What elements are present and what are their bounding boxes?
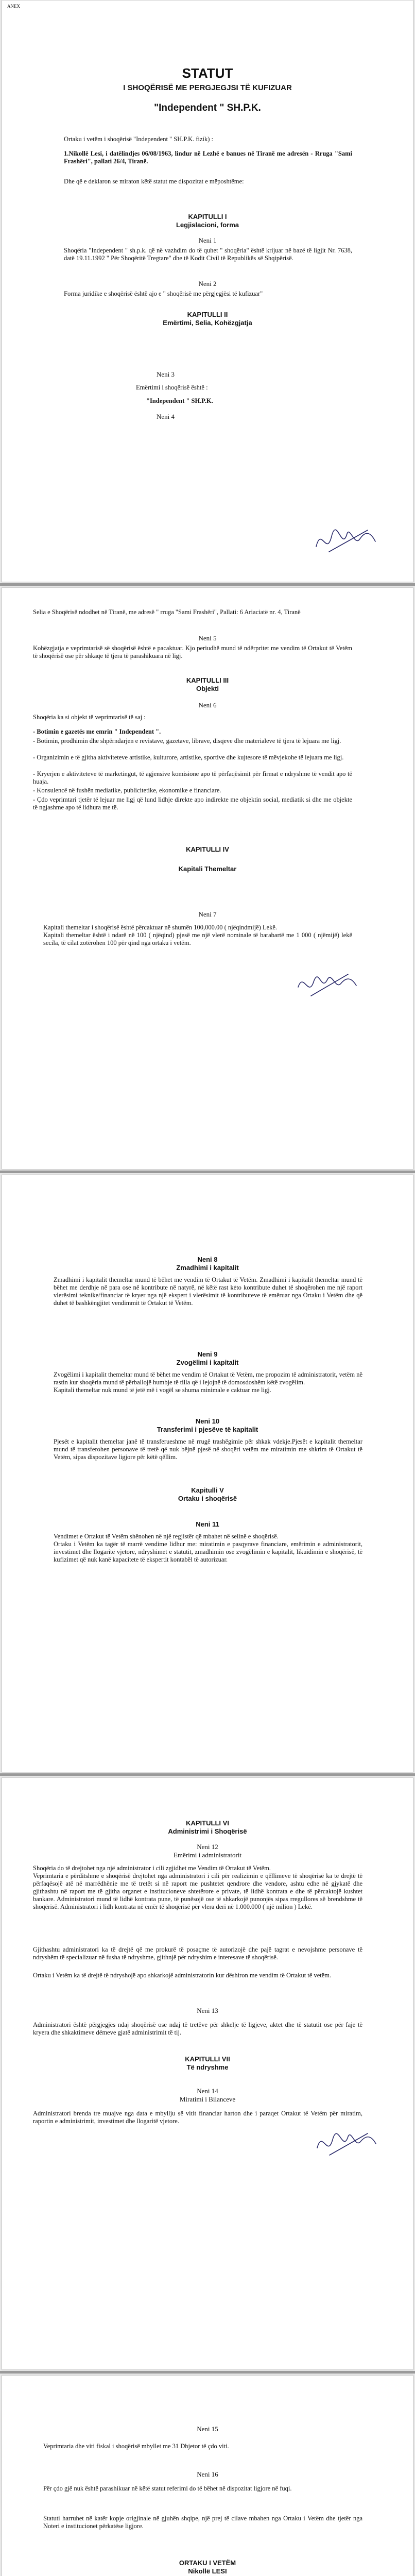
- signatory-name: Nikollë LESI: [188, 2567, 227, 2575]
- signatory-title: ORTAKU I VETËM: [179, 2559, 236, 2567]
- article-7-text: Kapitali themeltar i shoqërisë është përcaktuar në shumën 100,000.00 ( njëqindmijë) Lekë. Kapitali themeltar është i ndarë në 100 ( njëqind) pjesë me një vlerë nominale të barabartë me 1 000 ( njëmijë) lekë secila, të cilat zotërohen 100 për qind nga ortaku i vetëm.: [43, 924, 352, 946]
- article-3-heading: Neni 3: [157, 370, 175, 378]
- object-item: - Kryerjen e aktiviteteve të marketingut, të agjensive komisione apo të përfaqësimit për firmat e ndryshme të vendit apo të huaja.: [33, 770, 352, 785]
- object-item: - Organizimin e të gjitha aktiviteteve artistike, kulturore, artistike, sportive dhe kujtesore të mëvjekohe të lejuara me ligj.: [33, 754, 344, 761]
- chapter-1-heading: KAPITULLI I: [188, 213, 227, 221]
- object-item: - Konsulencë në fushën mediatike, publicitetike, ekonomike e financiare.: [33, 787, 221, 794]
- page-separator: [0, 1773, 415, 1776]
- document-title: STATUT: [182, 65, 233, 81]
- article-10-text: Pjesët e kapitalit themeltar janë të transferueshme në rrugë trashëgimie për shkak vdekje.Pjesët e kapitalit themeltar mund të transferohen personave të tretë që nuk bëjnë pjesë në shoqëri vetëm me miratimin me shkrim të Ortakut të Vetëm, sipas dispozitave ligjore për këtë qëllim.: [54, 1438, 362, 1461]
- chapter-3-title: Objekti: [196, 685, 219, 692]
- article-9-title: Zvogëlimi i kapitalit: [176, 1359, 239, 1366]
- article-8-heading: Neni 8: [197, 1256, 218, 1263]
- article-3-text: Emërtimi i shoqërisë është :: [136, 384, 208, 391]
- chapter-2-title: Emërtimi, Selia, Kohëzgjatja: [163, 319, 252, 327]
- chapter-7-title: Të ndryshme: [186, 2063, 229, 2071]
- article-12-text: Shoqëria do të drejtohet nga një administrator i cili zgjidhet me Vendim të Ortakut të Vetëm. Veprimtaria e përditshme e shoqërisë drejtohet nga administratori i cili për realizimin e qëllimeve të shoqërisë ka të drejtë të përfaqësojë atë në marrëdhënie me të tretët si në raport me pushtetet qendrore dhe vendore, ashtu edhe në gjykatë dhe gjithashtu në raport me të gjitha organet e institucioneve shtetërore e private, të lidhë kontrata e dhe të përcaktojë kushtet bankare. Administratori mund të lidhë kontrata pune, të punësojë ose të shkarkojë punonjës sipas rregullores së brendshme të shoqërisë. Administratori i lidh kontrata në emër të shoqërisë për vlera deri në 1.000.000 ( një milion ) Lekë.: [33, 1865, 362, 1910]
- article-12-title: Emërimi i administratorit: [173, 1851, 242, 1859]
- closing-text: Statuti harruhet në katër kopje origjinale në gjuhën shqipe, një prej të cilave mbahen nga Ortaku i Vetëm dhe tjetër nga Noteri e institucionet përkatëse ligjore.: [43, 2515, 362, 2530]
- article-16-text: Për çdo gjë nuk është parashikuar në këtë statut referimi do të bëhet në dispozitat ligjore në fuqi.: [43, 2485, 292, 2492]
- article-1-heading: Neni 1: [198, 236, 217, 244]
- chapter-4-title: Kapitali Themeltar: [178, 865, 237, 873]
- object-item: - Çdo veprimtari tjetër të lejuar me ligj që lund lidhje direkte apo indirekte me objektin social, mediatik si dhe me objekte të ngjashme apo të lidhura me të.: [33, 796, 352, 811]
- agreement-text: Dhe që e deklaron se miraton këtë statut me dispozitat e mëposhtëme:: [64, 178, 244, 185]
- article-16-heading: Neni 16: [197, 2470, 218, 2478]
- article-15-heading: Neni 15: [197, 2425, 218, 2433]
- document-page-3: [2, 1175, 413, 1772]
- corner-note: ANEX: [7, 4, 20, 9]
- chapter-6-heading: KAPITULLI VI: [186, 1819, 229, 1827]
- article-3-name: "Independent " SH.P.K.: [146, 397, 213, 404]
- article-8-title: Zmadhimi i kapitalit: [176, 1264, 239, 1272]
- article-13-heading: Neni 13: [197, 2007, 218, 2014]
- article-14-title: Miratimi i Bilanceve: [179, 2095, 236, 2103]
- page-separator: [0, 583, 415, 586]
- chapter-7-heading: KAPITULLI VII: [185, 2055, 230, 2063]
- article-1-text: Shoqëria "Independent " sh.p.k. që në vazhdim do të quhet " shoqëria" është krijuar në bazë të ligjit Nr. 7638, datë 19.11.1992 " Për Shoqëritë Tregtare" dhe të Kodit Civil të Republikës së Shqipërisë.: [64, 247, 352, 262]
- signature-2: [290, 959, 362, 1005]
- article-14-heading: Neni 14: [197, 2087, 218, 2095]
- chapter-3-heading: KAPITULLI III: [186, 676, 229, 684]
- article-11-heading: Neni 11: [196, 1520, 219, 1528]
- article-5-heading: Neni 5: [198, 634, 217, 642]
- article-10-heading: Neni 10: [195, 1417, 220, 1425]
- signature-1: [311, 516, 383, 562]
- document-subtitle: I SHOQËRISË ME PERGJEGJSI TË KUFIZUAR: [123, 83, 292, 92]
- object-item: - Botimin e gazetës me emrin " Independent ".: [33, 728, 161, 735]
- company-name: "Independent " SH.P.K.: [154, 103, 261, 113]
- article-12-text-2: Gjithashtu administratori ka të drejtë që me prokurë të posaçme të autorizojë dhe pajë tagrat e nevojshme personave të ndryshëm të specializuar në fusha të ndryshme, gjithnjë për ndryshim e interesave të shoqërisë.: [33, 1946, 362, 1961]
- intro-text: Ortaku i vetëm i shoqërisë "Independent " SH.P.K. fizik) :: [64, 135, 214, 143]
- article-8-text: Zmadhimi i kapitalit themeltar mund të bëhet me vendim të Ortakut të Vetëm. Zmadhimi i kapitalit themeltar mund të bëhet me derdhje në para ose në kontribute në natyrë, në këtë rast kėto kontribute duhet të shoqërohen me një raport vlerësimi teknike/financiar të kryer nga një ekspert i vlerësimit të kontributeve të emëruar nga Ortaku i Vetëm dhe që duhet të bashkëngjitet vendimmit të Ortakut të Vetëm.: [54, 1276, 362, 1307]
- document-page-5: [2, 2375, 413, 2576]
- article-12-heading: Neni 12: [197, 1843, 218, 1851]
- article-11-text: Vendimet e Ortakut të Vetëm shënohen në një regjistër që mbahet në selinë e shoqërisë. Ortaku i Vetëm ka tagër të marrë vendime lidhur me: miratimin e pasqyrave financiare, emërimin e administratorit, investimet dhe llogaritë vjetore, ndryshimet e statutit, zmadhimin ose zvogëlimin e kapitalit, likuidimin e shoqërisë, të kufizimet që nuk kanë kapacitete të ekspertit kontabël të autorizuar.: [54, 1533, 362, 1563]
- document-page-4: [2, 1777, 413, 2370]
- article-10-title: Transferimi i pjesëve të kapitalit: [157, 1426, 258, 1433]
- chapter-2-heading: KAPITULLI II: [187, 311, 228, 318]
- article-7-heading: Neni 7: [198, 910, 217, 918]
- article-9-text: Zvogëlimi i kapitalit themeltar mund të bëhet me vendim të Ortakut të Vetëm, me propozim të administratorit, vetëm në rastin kur shoqëria mund të përballojë humbje të tilla që i lejojnë të domosdoshëm këtë zvogëlim. Kapitali themeltar nuk mund të jetë më i vogël se shuma minimale e caktuar me ligj.: [54, 1371, 362, 1394]
- document-page-2: [2, 587, 413, 1170]
- chapter-4-heading: KAPITULLI IV: [186, 845, 229, 853]
- chapter-5-title: Ortaku i shoqërisë: [178, 1495, 237, 1502]
- founder-text: 1.Nikollë Lesi, i datëlindjes 06/08/1963, lindur në Lezhë e banues në Tiranë me adresën - Rruga "Sami Frashëri", pallati 26/4, Tiranë.: [64, 150, 352, 165]
- article-13-text: Administratori është përgjegjës ndaj shoqërisë ose ndaj të tretëve për shkelje të ligjeve, aktet dhe të statutit ose për faje të kryera dhe shkaktimeve dëmeve gjatë administrimit të tij.: [33, 2021, 362, 2036]
- signature-4: [311, 2118, 383, 2164]
- article-6-heading: Neni 6: [198, 701, 217, 709]
- article-2-text: Forma juridike e shoqërisë është ajo e " shoqërisë me përgjegjësi të kufizuar": [64, 290, 263, 297]
- article-4-heading: Neni 4: [157, 413, 175, 420]
- document-page-1: [2, 0, 413, 582]
- article-14-text: Administratori brenda tre muajve nga data e mbyllju së vitit financiar harton dhe i paraqet Ortakut të Vetëm për miratim, raportin e administrimit, investimet dhe llogaritë vjetore.: [33, 2110, 362, 2125]
- article-9-heading: Neni 9: [197, 1350, 218, 1358]
- object-item: - Botimin, prodhimin dhe shpërndarjen e revistave, gazetave, librave, disqeve dhe materialeve të tjera të lejuara me ligj.: [33, 737, 341, 744]
- article-5-text: Kohëzgjatja e veprimtarisë së shoqërisë është e pacaktuar. Kjo periudhë mund të ndërpritet me vendim të Ortakut të Vetëm të shoqërisë ose për shkaqe të tjera të parashikuara në ligj.: [33, 645, 352, 659]
- chapter-6-title: Administrimi i Shoqërisë: [168, 1827, 247, 1835]
- article-15-text: Veprimtaria dhe viti fiskal i shoqërisë mbyllet me 31 Dhjetor të çdo viti.: [43, 2443, 229, 2450]
- page-separator: [0, 1171, 415, 1173]
- page-separator: [0, 2371, 415, 2374]
- seat-text: Selia e Shoqërisë ndodhet në Tiranë, me adresë " rruga "Sami Frashëri", Pallati: 6 Ariaciatë nr. 4, Tiranë: [33, 608, 301, 616]
- chapter-5-heading: Kapitulli V: [191, 1486, 224, 1494]
- article-6-text: Shoqëria ka si objekt të veprimtarisë të saj :: [33, 714, 146, 721]
- article-12-text-3: Ortaku i Vetëm ka të drejtë të ndryshojë apo shkarkojë administratorin kur dëshiron me vendim të Ortakut të vetëm.: [33, 1972, 332, 1979]
- article-2-heading: Neni 2: [198, 280, 217, 287]
- chapter-1-title: Legjislacioni, forma: [176, 221, 239, 229]
